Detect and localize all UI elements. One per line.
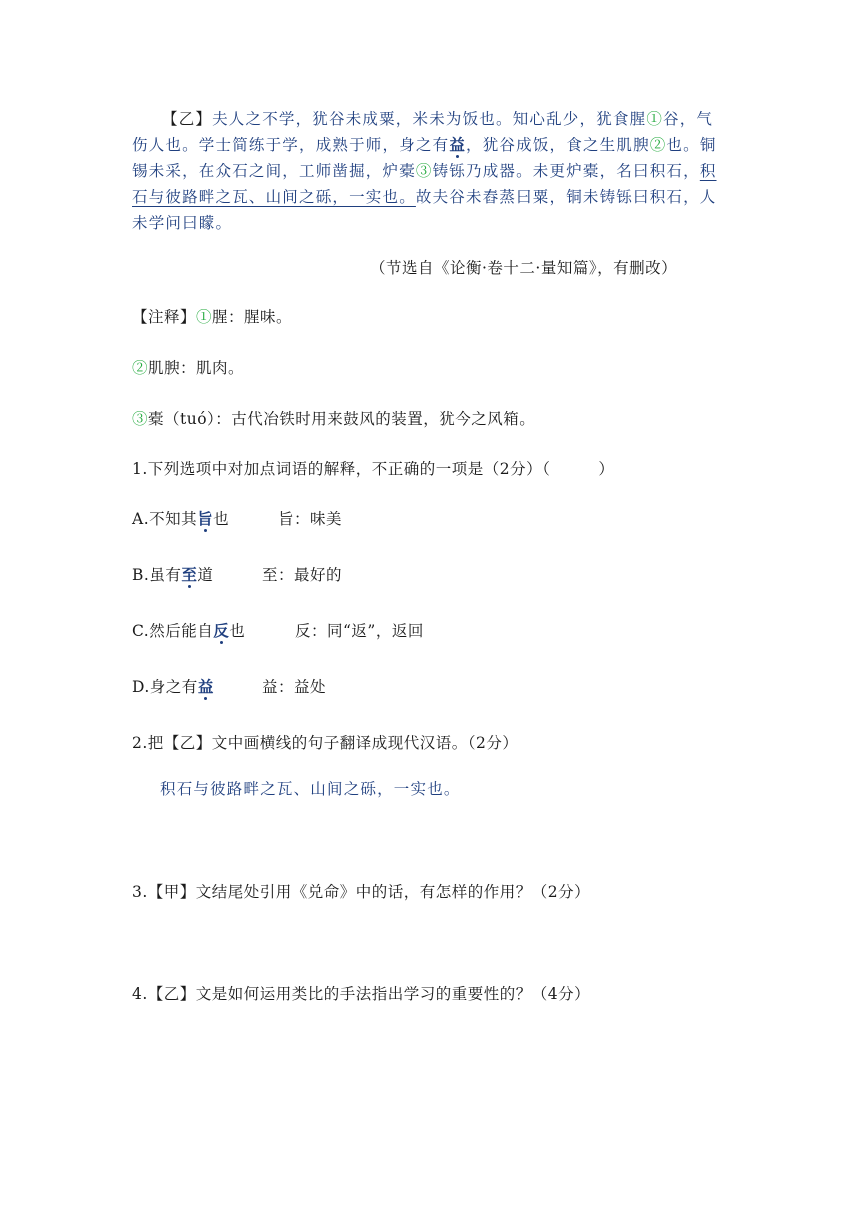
passage-line-2: 伤人也。学士简练于学，成熟于师，身之有益，犹谷成饭，食之生肌腴②也。铜: [132, 135, 717, 154]
option-d-explanation: 益：益处: [262, 678, 327, 696]
note-1-number: ①: [196, 308, 213, 326]
footnote-marker-2: ②: [649, 136, 667, 154]
option-b-explanation: 至：最好的: [262, 566, 343, 584]
question-1-stem: 1.下列选项中对加点词语的解释，不正确的一项是（2分）（ ）: [132, 460, 615, 478]
passage-line-5: 未学问曰矇。: [132, 214, 233, 232]
dotted-word-yi-option: 益: [197, 677, 214, 696]
passage-line-1: 【乙】夫人之不学，犹谷未成粟，米未为饭也。知心乱少，犹食腥①谷，气: [162, 110, 714, 128]
note-3: ③橐（tuó）：古代冶铁时用来鼓风的装置，犹今之风箱。: [132, 410, 536, 428]
option-b: B.虽有至道: [132, 565, 214, 584]
note-2: ②肌腴：肌肉。: [132, 359, 245, 377]
footnote-marker-3: ③: [415, 162, 433, 180]
dotted-word-yi: 益: [449, 135, 467, 154]
notes-prefix: 【注释】: [132, 308, 197, 326]
note-1: 【注释】①腥：腥味。: [132, 308, 293, 326]
option-d: D.身之有益: [132, 677, 214, 696]
option-a-explanation: 旨：味美: [278, 510, 343, 528]
footnote-marker-1: ①: [646, 110, 664, 128]
dotted-word-zhi: 旨: [197, 509, 214, 528]
passage-line-3: 锡未采，在众石之间，工师凿掘，炉橐③铸铄乃成器。未更炉橐，名曰积石，积: [132, 162, 717, 180]
question-3-stem: 3.【甲】文结尾处引用《兑命》中的话，有怎样的作用？（2分）: [132, 883, 591, 901]
passage-label: 【乙】: [162, 110, 213, 128]
passage-line-4: 石与彼路畔之瓦、山间之砾，一实也。故夫谷未舂蒸曰粟，铜未铸铄曰积石，人: [132, 188, 717, 206]
question-2-stem: 2.把【乙】文中画横线的句子翻译成现代汉语。（2分）: [132, 734, 519, 752]
dotted-word-zhi-zhi: 至: [181, 565, 198, 584]
question-4-stem: 4.【乙】文是如何运用类比的手法指出学习的重要性的？（4分）: [132, 985, 591, 1003]
option-c-explanation: 反：同“返”，返回: [295, 622, 424, 640]
dotted-word-fan: 反: [213, 621, 230, 640]
note-3-number: ③: [132, 410, 149, 428]
source-citation: （节选自《论衡·卷十二·量知篇》，有删改）: [370, 259, 678, 277]
option-a: A.不知其旨也: [132, 509, 230, 528]
note-2-number: ②: [132, 359, 149, 377]
option-c: C.然后能自反也: [132, 621, 246, 640]
question-2-sentence: 积石与彼路畔之瓦、山间之砾，一实也。: [160, 780, 461, 798]
underlined-sentence-part-2: 石与彼路畔之瓦、山间之砾，一实也。: [132, 188, 416, 206]
underlined-sentence-part-1: 积: [699, 162, 717, 180]
